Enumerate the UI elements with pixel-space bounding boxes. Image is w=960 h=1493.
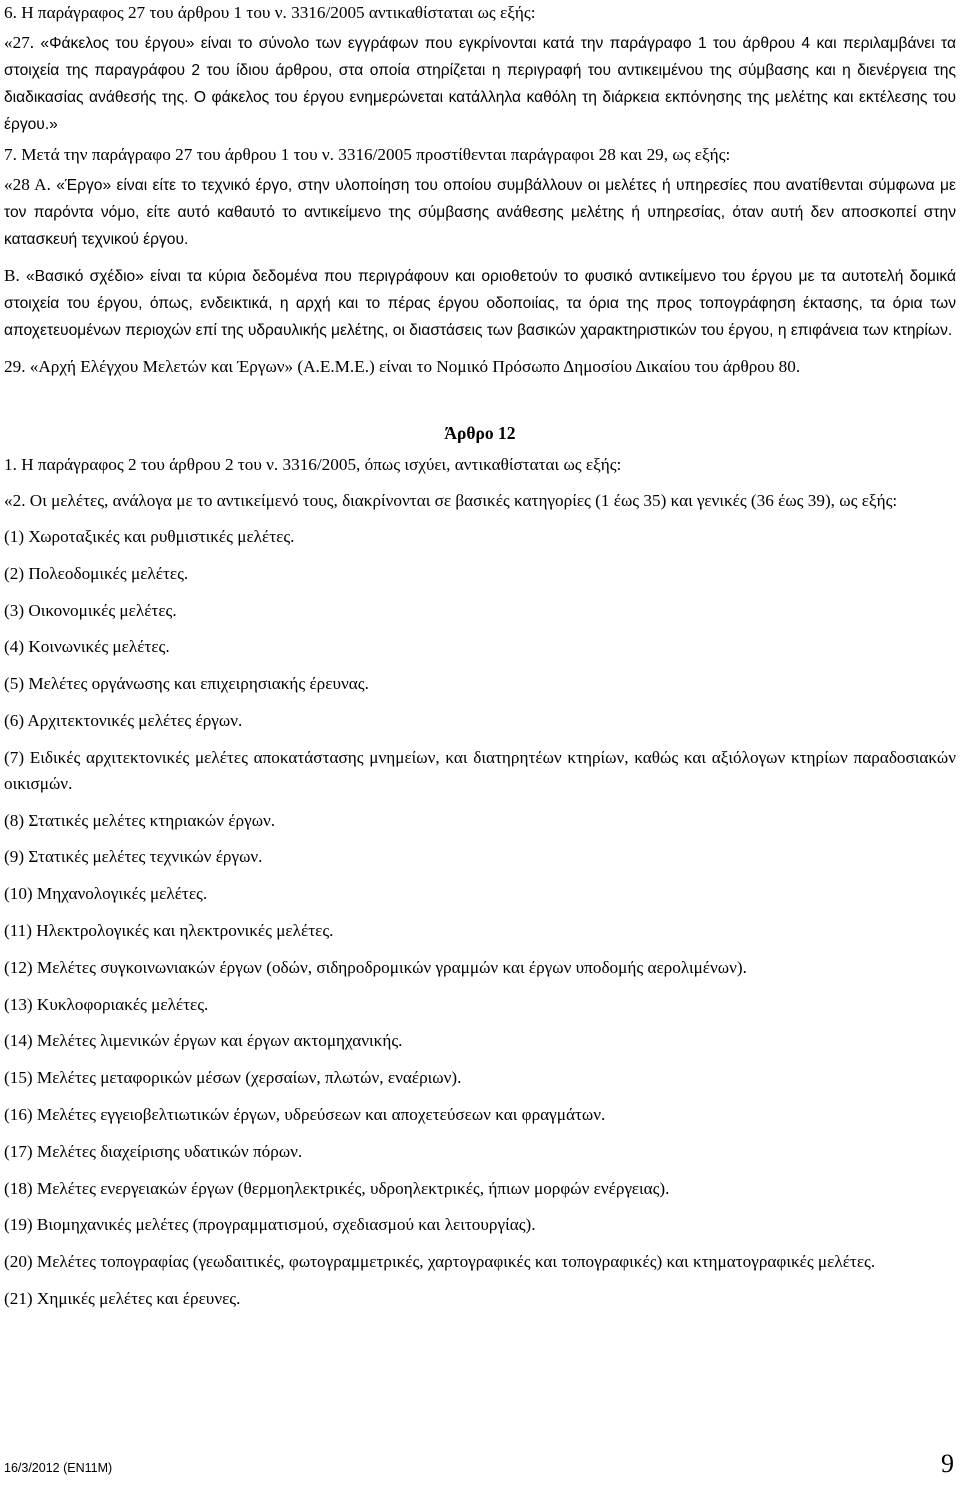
list-item: (8) Στατικές μελέτες κτηριακών έργων. [4, 810, 276, 830]
paragraph-28a [4, 172, 956, 253]
article-heading: Άρθρο 12 [444, 423, 516, 443]
list-item: (14) Μελέτες λιμενικών έργων και έργων ακτομηχανικής. [4, 1031, 403, 1051]
paragraph-28a-lead: «28 Α. [4, 175, 57, 194]
list-item: (3) Οικονομικές μελέτες. [4, 600, 177, 620]
list-item: (21) Χημικές μελέτες και έρευνες. [4, 1288, 241, 1308]
list-item: (2) Πολεοδομικές μελέτες. [4, 563, 189, 583]
list-item: (12) Μελέτες συγκοινωνιακών έργων (οδών, σιδηροδρομικών γραμμών και έργων υποδομής αερολιμένων). [4, 957, 747, 977]
paragraph-28a-body: «Έργο» είναι είτε το τεχνικό έργο, στην υλοποίηση του οποίου συμβάλλουν οι μελέτες ή υπηρεσίες που ανατίθενται σύμφωνα με τον παρόντα νόμο, είτε αυτό καθαυτό το αντικείμενο της σύμβασης ανάθεσης μελέτης ή υπηρεσίας, όταν αυτή δεν αποσκοπεί στην κατασκευή τεχνικού έργου. [4, 177, 956, 248]
paragraph-27-body: «Φάκελος του έργου» είναι το σύνολο των εγγράφων που εγκρίνονται κατά την παράγραφο 1 του άρθρου 4 και περιλαμβάνει τα στοιχεία της παραγράφου 2 του ίδιου άρθρου, στα οποία στηρίζεται η περιγραφή του αντικειμένου της σύμβασης και η διενέργεια της διαδικασίας ανάθεσής της. Ο φάκελος του έργου ενημερώνεται κατάλληλα καθόλη τη διάρκεια εκπόνησης της μελέτης και εκτέλεσης του έργου.» [4, 35, 957, 133]
article-12-paragraph-1: 1. Η παράγραφος 2 του άρθρου 2 του ν. 3316/2005, όπως ισχύει, αντικαθίσταται ως εξής: [4, 455, 622, 474]
list-item: (16) Μελέτες εγγειοβελτιωτικών έργων, υδρεύσεων και αποχετεύσεων και φραγμάτων. [4, 1104, 606, 1124]
list-item: (13) Κυκλοφοριακές μελέτες. [4, 994, 209, 1014]
list-item: (4) Κοινωνικές μελέτες. [4, 637, 170, 657]
paragraph-29: 29. «Αρχή Ελέγχου Μελετών και Έργων» (Α.Ε.Μ.Ε.) είναι το Νομικό Πρόσωπο Δημοσίου Δικαίου του άρθρου 80. [4, 357, 801, 376]
list-item: (11) Ηλεκτρολογικές και ηλεκτρονικές μελέτες. [4, 920, 334, 940]
list-item: (9) Στατικές μελέτες τεχνικών έργων. [4, 847, 263, 867]
list-item: (17) Μελέτες διαχείρισης υδατικών πόρων. [4, 1141, 303, 1161]
article-12-paragraph-2 [4, 488, 956, 514]
list-item: (10) Μηχανολογικές μελέτες. [4, 884, 208, 904]
page-number: 9 [941, 1449, 954, 1478]
list-item: (18) Μελέτες ενεργειακών έργων (θερμοηλεκτρικές, υδροηλεκτρικές, ήπιων μορφών ενέργειας). [4, 1178, 670, 1198]
list-item: (19) Βιομηχανικές μελέτες (προγραμματισμού, σχεδιασμού και λειτουργίας). [4, 1215, 536, 1235]
list-item: (6) Αρχιτεκτονικές μελέτες έργων. [4, 710, 243, 730]
paragraph-28b [4, 263, 956, 344]
list-item: (5) Μελέτες οργάνωσης και επιχειρησιακής έρευνας. [4, 674, 369, 694]
quote-number-27: «27. [4, 33, 41, 52]
category-list [4, 524, 956, 1312]
paragraph-28b-lead: Β. [4, 266, 26, 285]
article-12-paragraph-2-lead: «2. [4, 491, 30, 510]
list-item: (7) Ειδικές αρχιτεκτονικές μελέτες αποκατάστασης μνημείων, και διατηρητέων κτηρίων, καθώς και αξιόλογων κτηρίων παραδοσιακών οικισμών. [4, 747, 956, 793]
list-item: (20) Μελέτες τοπογραφίας (γεωδαιτικές, φωτογραμμετρικές, χαρτογραφικές και τοπογραφικές) και κτηματογραφικές μελέτες. [4, 1252, 876, 1272]
footer-date: 16/3/2012 (EN11M) [4, 1461, 113, 1475]
article-12-paragraph-2-body: Οι μελέτες, ανάλογα με το αντικείμενό τους, διακρίνονται σε βασικές κατηγορίες (1 έως 35) και γενικές (36 έως 39), ως εξής: [29, 491, 898, 510]
list-item: (15) Μελέτες μεταφορικών μέσων (χερσαίων, πλωτών, εναέριων). [4, 1068, 462, 1088]
paragraph-6-intro: 6. Η παράγραφος 27 του άρθρου 1 του ν. 3316/2005 αντικαθίσταται ως εξής: [4, 3, 536, 22]
list-item: (1) Χωροταξικές και ρυθμιστικές μελέτες. [4, 527, 295, 546]
paragraph-27-text [4, 30, 956, 138]
paragraph-28b-body: «Βασικό σχέδιο» είναι τα κύρια δεδομένα που περιγράφουν και οριοθετούν το φυσικό αντικείμενο του έργου με τα αυτοτελή δομικά στοιχεία του έργου, όπως, ενδεικτικά, η αρχή και το πέρας έργου οδοποιίας, τα όρια της προς τοπογράφηση έκτασης, τα όρια των αποχετευομένων περιοχών επί της υδραυλικής μελέτης, οι διαστάσεις των βασικών χαρακτηριστικών του έργου, η επιφάνεια των κτηρίων. [4, 268, 957, 339]
paragraph-7-intro: 7. Μετά την παράγραφο 27 του άρθρου 1 του ν. 3316/2005 προστίθενται παράγραφοι 28 και 29, ως εξής: [4, 145, 731, 164]
